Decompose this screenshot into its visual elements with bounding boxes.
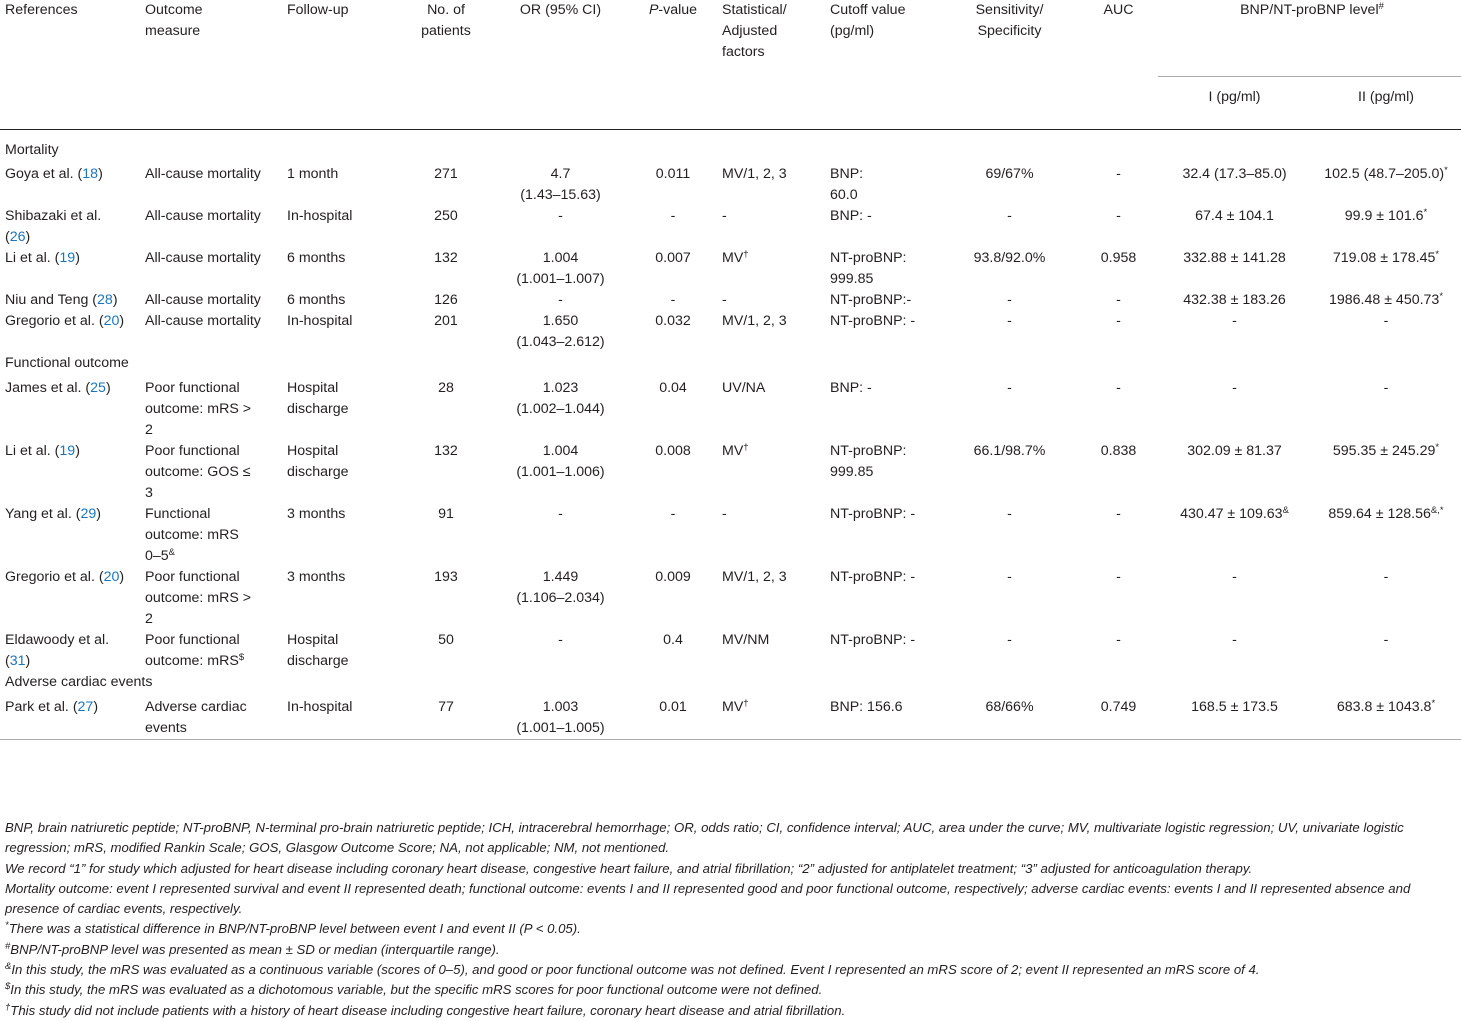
table-row xyxy=(0,311,1461,353)
reference-link[interactable]: 31 xyxy=(9,652,26,669)
cell-reference: Gregorio et al. (20) xyxy=(5,312,125,329)
reference-link[interactable]: 19 xyxy=(59,249,76,266)
footnote-abbreviations: BNP, brain natriuretic peptide; NT-proBNP, N-terminal pro-brain natriuretic peptide; ICH, intracerebral hemorrhage; OR, odds ratio; CI, confidence interval; AUC, area under the curve; MV, multivariate logistic regression; UV, univariate logistic regression; mRS, modified Rankin Scale; GOS, Glasgow Outcome Score; NA, not applicable; NM, not mentioned. xyxy=(5,820,1404,856)
cell-or: 1.449 (1.106–2.034) xyxy=(516,568,605,606)
cell-follow-up: Hospital discharge xyxy=(287,631,349,669)
cell-sensitivity: - xyxy=(1007,312,1012,329)
cell-patients: 28 xyxy=(438,379,454,396)
cell-patients: 193 xyxy=(434,568,458,585)
cell-level-i: 432.38 ± 183.26 xyxy=(1183,291,1286,308)
cell-or: 1.004 (1.001–1.007) xyxy=(516,249,605,287)
cell-cutoff: NT-proBNP: - xyxy=(830,568,916,585)
cell-or: - xyxy=(558,505,563,522)
footnote-hash: #BNP/NT-proBNP level was presented as mean ± SD or median (interquartile range). xyxy=(5,940,500,957)
footnote-events: Mortality outcome: event I represented survival and event II represented death; functional outcome: events I and II represented good and poor functional outcome, respectively; adverse cardiac events: events I and II represented absence and presence of cardiac events, respectively. xyxy=(5,880,1411,917)
cell-p-value: 0.008 xyxy=(655,442,691,459)
cell-auc: - xyxy=(1116,312,1121,329)
cell-follow-up: 1 month xyxy=(287,165,339,182)
cell-patients: 77 xyxy=(395,697,492,740)
cell-sensitivity: 93.8/92.0% xyxy=(973,249,1046,266)
cell-follow-up: 6 months xyxy=(287,291,346,308)
cell-follow-up: 6 months xyxy=(287,249,346,266)
cell-level-ii: - xyxy=(1383,568,1389,585)
footnote-dollar: $In this study, the mRS was evaluated as a dichotomous variable, but the specific mRS scores for poor functional outcome were not defined. xyxy=(5,981,823,998)
cell-sensitivity: - xyxy=(1007,291,1012,308)
cell-cutoff: BNP: - xyxy=(830,379,872,396)
reference-link[interactable]: 20 xyxy=(103,568,120,585)
header-patients: No. of patients xyxy=(421,2,471,39)
cell-follow-up: Hospital discharge xyxy=(287,379,349,417)
cell-auc: - xyxy=(1116,291,1121,308)
reference-link[interactable]: 25 xyxy=(90,379,106,396)
subheader-row xyxy=(0,76,1461,129)
cell-outcome: Adverse cardiac events xyxy=(140,697,282,740)
cell-p-value: - xyxy=(670,291,676,308)
cell-or: 1.004 (1.001–1.006) xyxy=(516,442,605,480)
cell-auc: - xyxy=(1116,505,1121,522)
cell-sensitivity: - xyxy=(1007,631,1012,648)
cell-follow-up: In-hospital xyxy=(287,207,353,224)
cell-outcome: Poor functional outcome: mRS > 2 xyxy=(145,568,252,627)
cell-level-i: 430.47 ± 109.63& xyxy=(1180,504,1289,522)
header-p-value: P-value xyxy=(648,2,698,18)
reference-link[interactable]: 20 xyxy=(103,312,120,329)
cell-reference: Yang et al. (29) xyxy=(5,505,101,522)
section-row xyxy=(0,129,1461,164)
cell-follow-up: Hospital discharge xyxy=(287,442,349,480)
cell-cutoff: NT-proBNP: - xyxy=(830,505,916,522)
cell-reference: Niu and Teng (28) xyxy=(5,291,118,308)
cell-auc: - xyxy=(1116,165,1121,182)
cell-p-value: - xyxy=(670,505,676,522)
cell-statistical: MV† xyxy=(722,248,749,266)
cell-statistical: - xyxy=(722,207,727,224)
cell-statistical: UV/NA xyxy=(722,379,766,396)
cell-sensitivity: - xyxy=(1007,568,1012,585)
table-footnotes xyxy=(5,818,1457,1021)
table-row xyxy=(0,567,1461,630)
cell-statistical: MV† xyxy=(717,697,825,740)
cell-level-ii: 99.9 ± 101.6* xyxy=(1344,206,1428,224)
cell-patients: 132 xyxy=(434,442,458,459)
cell-auc: 0.838 xyxy=(1100,442,1137,459)
cell-level-ii: 859.64 ± 128.56&,* xyxy=(1328,504,1444,522)
cell-follow-up: 3 months xyxy=(287,505,346,522)
cell-statistical: MV/1, 2, 3 xyxy=(722,568,787,585)
table-row xyxy=(0,504,1461,567)
cell-follow-up: In-hospital xyxy=(282,697,395,740)
cell-cutoff: BNP: 60.0 xyxy=(830,165,864,203)
cell-or: 1.023 (1.002–1.044) xyxy=(516,379,605,417)
cell-p-value: 0.04 xyxy=(659,379,687,396)
cell-level-ii: - xyxy=(1383,312,1389,329)
cell-patients: 91 xyxy=(438,505,454,522)
cell-level-i: 302.09 ± 81.37 xyxy=(1187,442,1282,459)
footnote-record: We record “1” for study which adjusted for heart disease including coronary heart disease, congestive heart failure, and atrial fibrillation; “2” adjusted for antiplatelet treatment; “3” adjusted for anticoagulation therapy. xyxy=(5,860,1253,876)
cell-p-value: 0.011 xyxy=(655,165,691,182)
cell-auc: 0.958 xyxy=(1100,249,1137,266)
cell-patients: 50 xyxy=(438,631,454,648)
cell-patients: 201 xyxy=(434,312,458,329)
cell-outcome: Poor functional outcome: mRS > 2 xyxy=(145,379,252,438)
cell-statistical: - xyxy=(722,505,727,522)
cell-or: 1.650 (1.043–2.612) xyxy=(516,312,605,350)
cell-patients: 126 xyxy=(434,291,458,308)
cell-reference: James et al. (25) xyxy=(5,379,111,396)
reference-link[interactable]: 18 xyxy=(82,165,99,182)
cell-p-value: 0.032 xyxy=(655,312,691,329)
header-outcome: Outcome measure xyxy=(145,2,203,39)
cell-level-i: - xyxy=(1232,631,1237,648)
footnote-amp: &In this study, the mRS was evaluated as a continuous variable (scores of 0–5), and good or poor functional outcome was not defined. Event I represented an mRS score of 2; event II represented an mRS score of 4. xyxy=(5,961,1260,978)
cell-cutoff: BNP: 156.6 xyxy=(825,697,940,740)
cell-level-ii: 719.08 ± 178.45* xyxy=(1332,248,1440,266)
header-level-i: I (pg/ml) xyxy=(1158,76,1306,129)
header-statistical: Statistical/ Adjusted factors xyxy=(722,2,787,60)
cell-auc: - xyxy=(1116,207,1121,224)
cell-reference: Shibazaki et al. (26) xyxy=(5,207,102,245)
cell-statistical: MV/NM xyxy=(722,631,770,648)
cell-or: - xyxy=(558,291,563,308)
cell-level-i: - xyxy=(1232,379,1237,396)
cell-patients: 132 xyxy=(434,249,458,266)
reference-link[interactable]: 26 xyxy=(9,228,26,245)
section-row xyxy=(0,672,1461,697)
reference-link[interactable]: 29 xyxy=(80,505,97,522)
cell-sensitivity: - xyxy=(1007,379,1012,396)
cell-level-ii: 683.8 ± 1043.8* xyxy=(1306,697,1461,740)
reference-link[interactable]: 28 xyxy=(97,291,113,308)
table-row xyxy=(0,290,1461,311)
table-row xyxy=(0,206,1461,248)
cell-sensitivity: 66.1/98.7% xyxy=(973,442,1046,459)
cell-p-value: 0.01 xyxy=(624,697,717,740)
table-row xyxy=(0,441,1461,504)
cell-p-value: 0.4 xyxy=(663,631,683,648)
cell-statistical: - xyxy=(722,291,727,308)
cell-reference: Gregorio et al. (20) xyxy=(5,568,125,585)
cell-reference: Eldawoody et al. (31) xyxy=(5,631,110,669)
header-bnp-level: BNP/NT-proBNP level# xyxy=(1240,1,1384,18)
cell-sensitivity: - xyxy=(1007,505,1012,522)
cell-level-ii: 595.35 ± 245.29* xyxy=(1332,441,1440,459)
table-row xyxy=(0,164,1461,206)
cell-level-ii: 102.5 (48.7–205.0)* xyxy=(1324,164,1448,182)
header-row xyxy=(0,0,1461,76)
cell-reference: Li et al. (19) xyxy=(5,249,80,266)
cell-cutoff: NT-proBNP: - xyxy=(830,631,916,648)
cell-outcome: All-cause mortality xyxy=(145,207,261,224)
cell-or: - xyxy=(558,207,563,224)
cell-outcome: Poor functional outcome: mRS$ xyxy=(145,631,245,669)
footnote-dagger: †This study did not include patients with a history of heart disease including congestive heart failure, coronary heart disease and atrial fibrillation. xyxy=(5,1001,846,1018)
cell-cutoff: NT-proBNP: 999.85 xyxy=(830,249,907,287)
table-row xyxy=(0,697,1461,740)
header-references: References xyxy=(5,2,78,18)
cell-level-i: - xyxy=(1232,312,1237,329)
cell-cutoff: NT-proBNP: - xyxy=(830,312,916,329)
cell-cutoff: BNP: - xyxy=(830,207,872,224)
cell-level-ii: - xyxy=(1383,379,1389,396)
cell-level-i: 67.4 ± 104.1 xyxy=(1195,207,1274,224)
table-body xyxy=(0,129,1461,739)
cell-follow-up: In-hospital xyxy=(287,312,353,329)
header-follow-up: Follow-up xyxy=(287,2,349,18)
cell-sensitivity: 68/66% xyxy=(940,697,1074,740)
section-title: Functional outcome xyxy=(5,354,129,371)
cell-patients: 271 xyxy=(434,165,458,182)
header-sensitivity: Sensitivity/ Specificity xyxy=(975,2,1044,39)
section-title: Adverse cardiac events xyxy=(5,673,153,690)
cell-level-i: 32.4 (17.3–85.0) xyxy=(1182,165,1287,182)
cell-p-value: 0.009 xyxy=(655,568,691,585)
header-auc: AUC xyxy=(1103,2,1134,18)
cell-outcome: All-cause mortality xyxy=(145,312,261,329)
cell-statistical: MV/1, 2, 3 xyxy=(722,312,787,329)
cell-follow-up: 3 months xyxy=(287,568,346,585)
cell-p-value: 0.007 xyxy=(655,249,691,266)
header-cutoff: Cutoff value (pg/ml) xyxy=(830,2,906,39)
cell-reference: Goya et al. (18) xyxy=(5,165,103,182)
cell-or: 1.003 (1.001–1.005) xyxy=(492,697,624,740)
cell-cutoff: NT-proBNP:- xyxy=(830,291,912,308)
cell-sensitivity: - xyxy=(1007,207,1012,224)
cell-level-ii: - xyxy=(1383,631,1389,648)
header-level-ii: II (pg/ml) xyxy=(1306,76,1461,129)
table-row xyxy=(0,630,1461,672)
cell-patients: 250 xyxy=(434,207,458,224)
cell-or: - xyxy=(558,631,563,648)
section-row xyxy=(0,353,1461,378)
cell-outcome: Poor functional outcome: GOS ≤ 3 xyxy=(145,442,251,501)
cell-level-i: 168.5 ± 173.5 xyxy=(1158,697,1306,740)
cell-p-value: - xyxy=(670,207,676,224)
section-title: Mortality xyxy=(5,141,59,158)
reference-link[interactable]: 27 xyxy=(77,698,94,715)
cell-level-i: - xyxy=(1232,568,1237,585)
table-row xyxy=(0,248,1461,290)
cell-outcome: All-cause mortality xyxy=(145,291,261,308)
cell-auc: - xyxy=(1116,631,1121,648)
cell-reference: Park et al. (27) xyxy=(0,697,140,740)
cell-auc: - xyxy=(1116,379,1121,396)
cell-sensitivity: 69/67% xyxy=(985,165,1034,182)
cell-outcome: Functional outcome: mRS 0–5& xyxy=(145,505,239,564)
header-or: OR (95% CI) xyxy=(519,2,602,18)
cell-outcome: All-cause mortality xyxy=(145,249,261,266)
cell-level-i: 332.88 ± 141.28 xyxy=(1183,249,1286,266)
cell-auc: 0.749 xyxy=(1074,697,1158,740)
cell-cutoff: NT-proBNP: 999.85 xyxy=(830,442,907,480)
cell-auc: - xyxy=(1116,568,1121,585)
cell-outcome: All-cause mortality xyxy=(145,165,261,182)
footnote-star: *There was a statistical difference in BNP/NT-proBNP level between event I and event II (P < 0.05). xyxy=(5,920,581,937)
reference-link[interactable]: 19 xyxy=(59,442,76,459)
cell-statistical: MV/1, 2, 3 xyxy=(722,165,787,182)
cell-reference: Li et al. (19) xyxy=(5,442,80,459)
table-row xyxy=(0,378,1461,441)
cell-statistical: MV† xyxy=(722,441,749,459)
cell-or: 4.7 (1.43–15.63) xyxy=(520,165,601,203)
cell-level-ii: 1986.48 ± 450.73* xyxy=(1328,290,1444,308)
